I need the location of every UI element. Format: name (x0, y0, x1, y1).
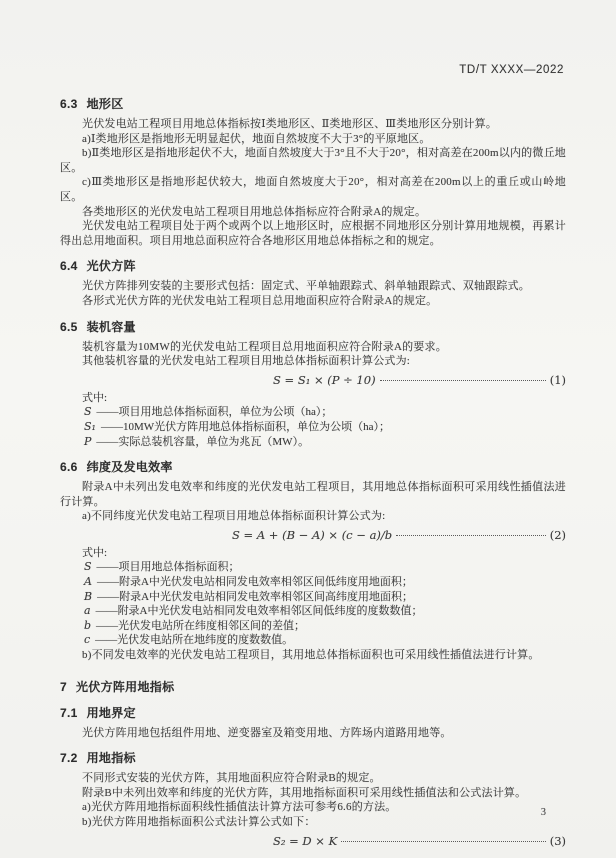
section-heading-7-2 (60, 749, 566, 766)
formula-expression: S = A + (B − A) × (c − a)/b (232, 527, 393, 542)
variable-description: ——光伏发电站所在纬度相邻区间的差值； (96, 619, 306, 632)
variable-description: ——附录A中光伏发电站相同发电效率相邻区间高纬度用地面积； (97, 590, 414, 603)
variable-definition (84, 435, 566, 450)
variable-symbol: b (84, 618, 92, 632)
section-heading-7-1 (60, 704, 566, 721)
section-number: 6.5 (60, 319, 78, 334)
paragraph: 其他装机容量的光伏发电站工程项目用地总体指标面积计算公式为: (82, 355, 411, 368)
variable-symbol: S₁ (84, 419, 96, 433)
section-title: 装机容量 (86, 319, 136, 334)
where-label: 式中: (82, 546, 108, 559)
formula-number: (2) (549, 527, 566, 542)
formula-number: (3) (549, 833, 566, 848)
variable-definition (84, 619, 566, 634)
paragraph: 光伏发电站工程项目处于两个或两个以上地形区时，应根据不同地形区分别计算用地规模，再累计得出总用地面积。项目用地总面积应符合各地形区用地总体指标之和的规定。 (60, 220, 566, 247)
section-title: 用地界定 (86, 705, 136, 720)
paragraph: c)Ⅲ类地形区是指地形起伏较大，地面自然坡度大于20°，相对高差在200m以上的重丘或山岭地区。 (60, 176, 566, 203)
variable-definition (84, 604, 566, 619)
list-item-a: a)光伏方阵用地指标面积线性插值法计算方法可参考6.6的方法。 (82, 801, 397, 814)
variable-symbol: A (84, 575, 92, 589)
section-heading-6-4 (60, 257, 566, 274)
section-number: 7.2 (60, 751, 78, 766)
list-item-b: b)不同发电效率的光伏发电站工程项目，其用地总体指标面积也可采用线性插值法进行计算。 (82, 649, 540, 662)
paragraph: 附录B中未列出效率和纬度的光伏方阵，其用地指标面积可采用线性插值法和公式法计算。 (82, 786, 527, 799)
formula-expression: S = S₁ × (P ÷ 10) (273, 372, 376, 387)
variable-definition (84, 420, 566, 435)
paragraph: a)Ⅰ类地形区是指地形无明显起伏，地面自然坡度不大于3°的平原地区。 (82, 132, 431, 145)
variable-symbol: P (84, 434, 92, 448)
dotted-leader (396, 535, 546, 536)
section-number: 7.1 (60, 705, 78, 720)
variable-definition (84, 405, 566, 420)
section-heading-6-5 (60, 318, 566, 335)
paragraph: 不同形式安装的光伏方阵，其用地面积应符合附录B的规定。 (82, 772, 381, 785)
paragraph: 各类地形区的光伏发电站工程项目用地总体指标应符合附录A的规定。 (82, 205, 427, 218)
variable-description: ——附录A中光伏发电站相同发电效率相邻区间低纬度用地面积； (96, 576, 413, 589)
section-title: 光伏方阵 (86, 259, 136, 274)
paragraph: 光伏方阵排列安装的主要形式包括：固定式、平单轴跟踪式、斜单轴跟踪式、双轴跟踪式。 (82, 280, 530, 293)
variable-description: ——光伏发电站所在地纬度的度数数值。 (95, 634, 294, 647)
formula-2 (60, 528, 566, 542)
dotted-leader (341, 841, 546, 842)
section-title: 光伏方阵用地指标 (75, 679, 175, 694)
variable-description: ——附录A中光伏发电站相同发电效率相邻区间低纬度的度数数值； (95, 605, 423, 618)
variable-symbol: S (84, 405, 92, 419)
list-item-b: b)光伏方阵用地指标面积公式法计算公式如下： (82, 816, 316, 828)
paragraph: 各形式光伏方阵的光伏发电站工程项目总用地面积应符合附录A的规定。 (82, 294, 438, 307)
section-title: 用地指标 (86, 751, 136, 766)
variable-description: ——实际总装机容量，单位为兆瓦（MW）。 (96, 435, 310, 448)
list-item-a: a)不同纬度光伏发电站工程项目用地总体指标面积计算公式为: (82, 510, 386, 523)
section-number: 6.3 (60, 97, 78, 111)
variable-description: ——10MW光伏方阵用地总体指标面积，单位为公顷（ha）； (100, 420, 390, 433)
variable-symbol: a (84, 604, 91, 618)
formula-3 (60, 834, 566, 848)
where-label: 式中: (82, 391, 108, 404)
paragraph: 装机容量为10MW的光伏发电站工程项目总用地面积应符合附录A的要求。 (82, 340, 447, 353)
formula-number: (1) (549, 372, 566, 387)
section-heading-6-3 (60, 95, 566, 112)
section-number: 6.6 (60, 460, 78, 475)
page-number: 3 (540, 807, 546, 818)
section-number: 6.4 (60, 259, 78, 274)
paragraph: b)Ⅱ类地形区是指地形起伏不大，地面自然坡度大于3°且不大于20°，相对高差在200m以内的微丘地区。 (60, 147, 566, 174)
variable-definition (84, 590, 566, 605)
variable-description: ——项目用地总体指标面积，单位为公顷（ha）； (96, 406, 333, 419)
formula-expression: S₂ = D × K (273, 833, 338, 848)
variable-definition (84, 560, 566, 575)
variable-symbol: S (84, 560, 92, 574)
section-title: 地形区 (86, 97, 124, 111)
paragraph: 光伏方阵用地包括组件用地、逆变器室及箱变用地、方阵场内道路用地等。 (82, 726, 452, 739)
variable-definition (84, 633, 566, 648)
document-content (60, 86, 566, 852)
variable-description: ——项目用地总体指标面积； (96, 561, 240, 574)
variable-symbol: c (84, 633, 91, 647)
paragraph: 附录A中未列出发电效率和纬度的光伏发电站工程项目，其用地总体指标面积可采用线性插值法进行计算。 (60, 481, 566, 508)
section-number: 7 (60, 679, 67, 694)
paragraph: 光伏发电站工程项目用地总体指标按Ⅰ类地形区、Ⅱ类地形区、Ⅲ类地形区分别计算。 (82, 118, 498, 130)
dotted-leader (380, 380, 546, 381)
standard-number: TD/T XXXX—2022 (459, 64, 564, 76)
section-heading-6-6 (60, 458, 566, 475)
section-title: 纬度及发电效率 (86, 460, 173, 475)
variable-definition (84, 575, 566, 590)
formula-1 (60, 373, 566, 387)
variable-symbol: B (84, 589, 93, 603)
chapter-heading-7 (60, 678, 566, 695)
